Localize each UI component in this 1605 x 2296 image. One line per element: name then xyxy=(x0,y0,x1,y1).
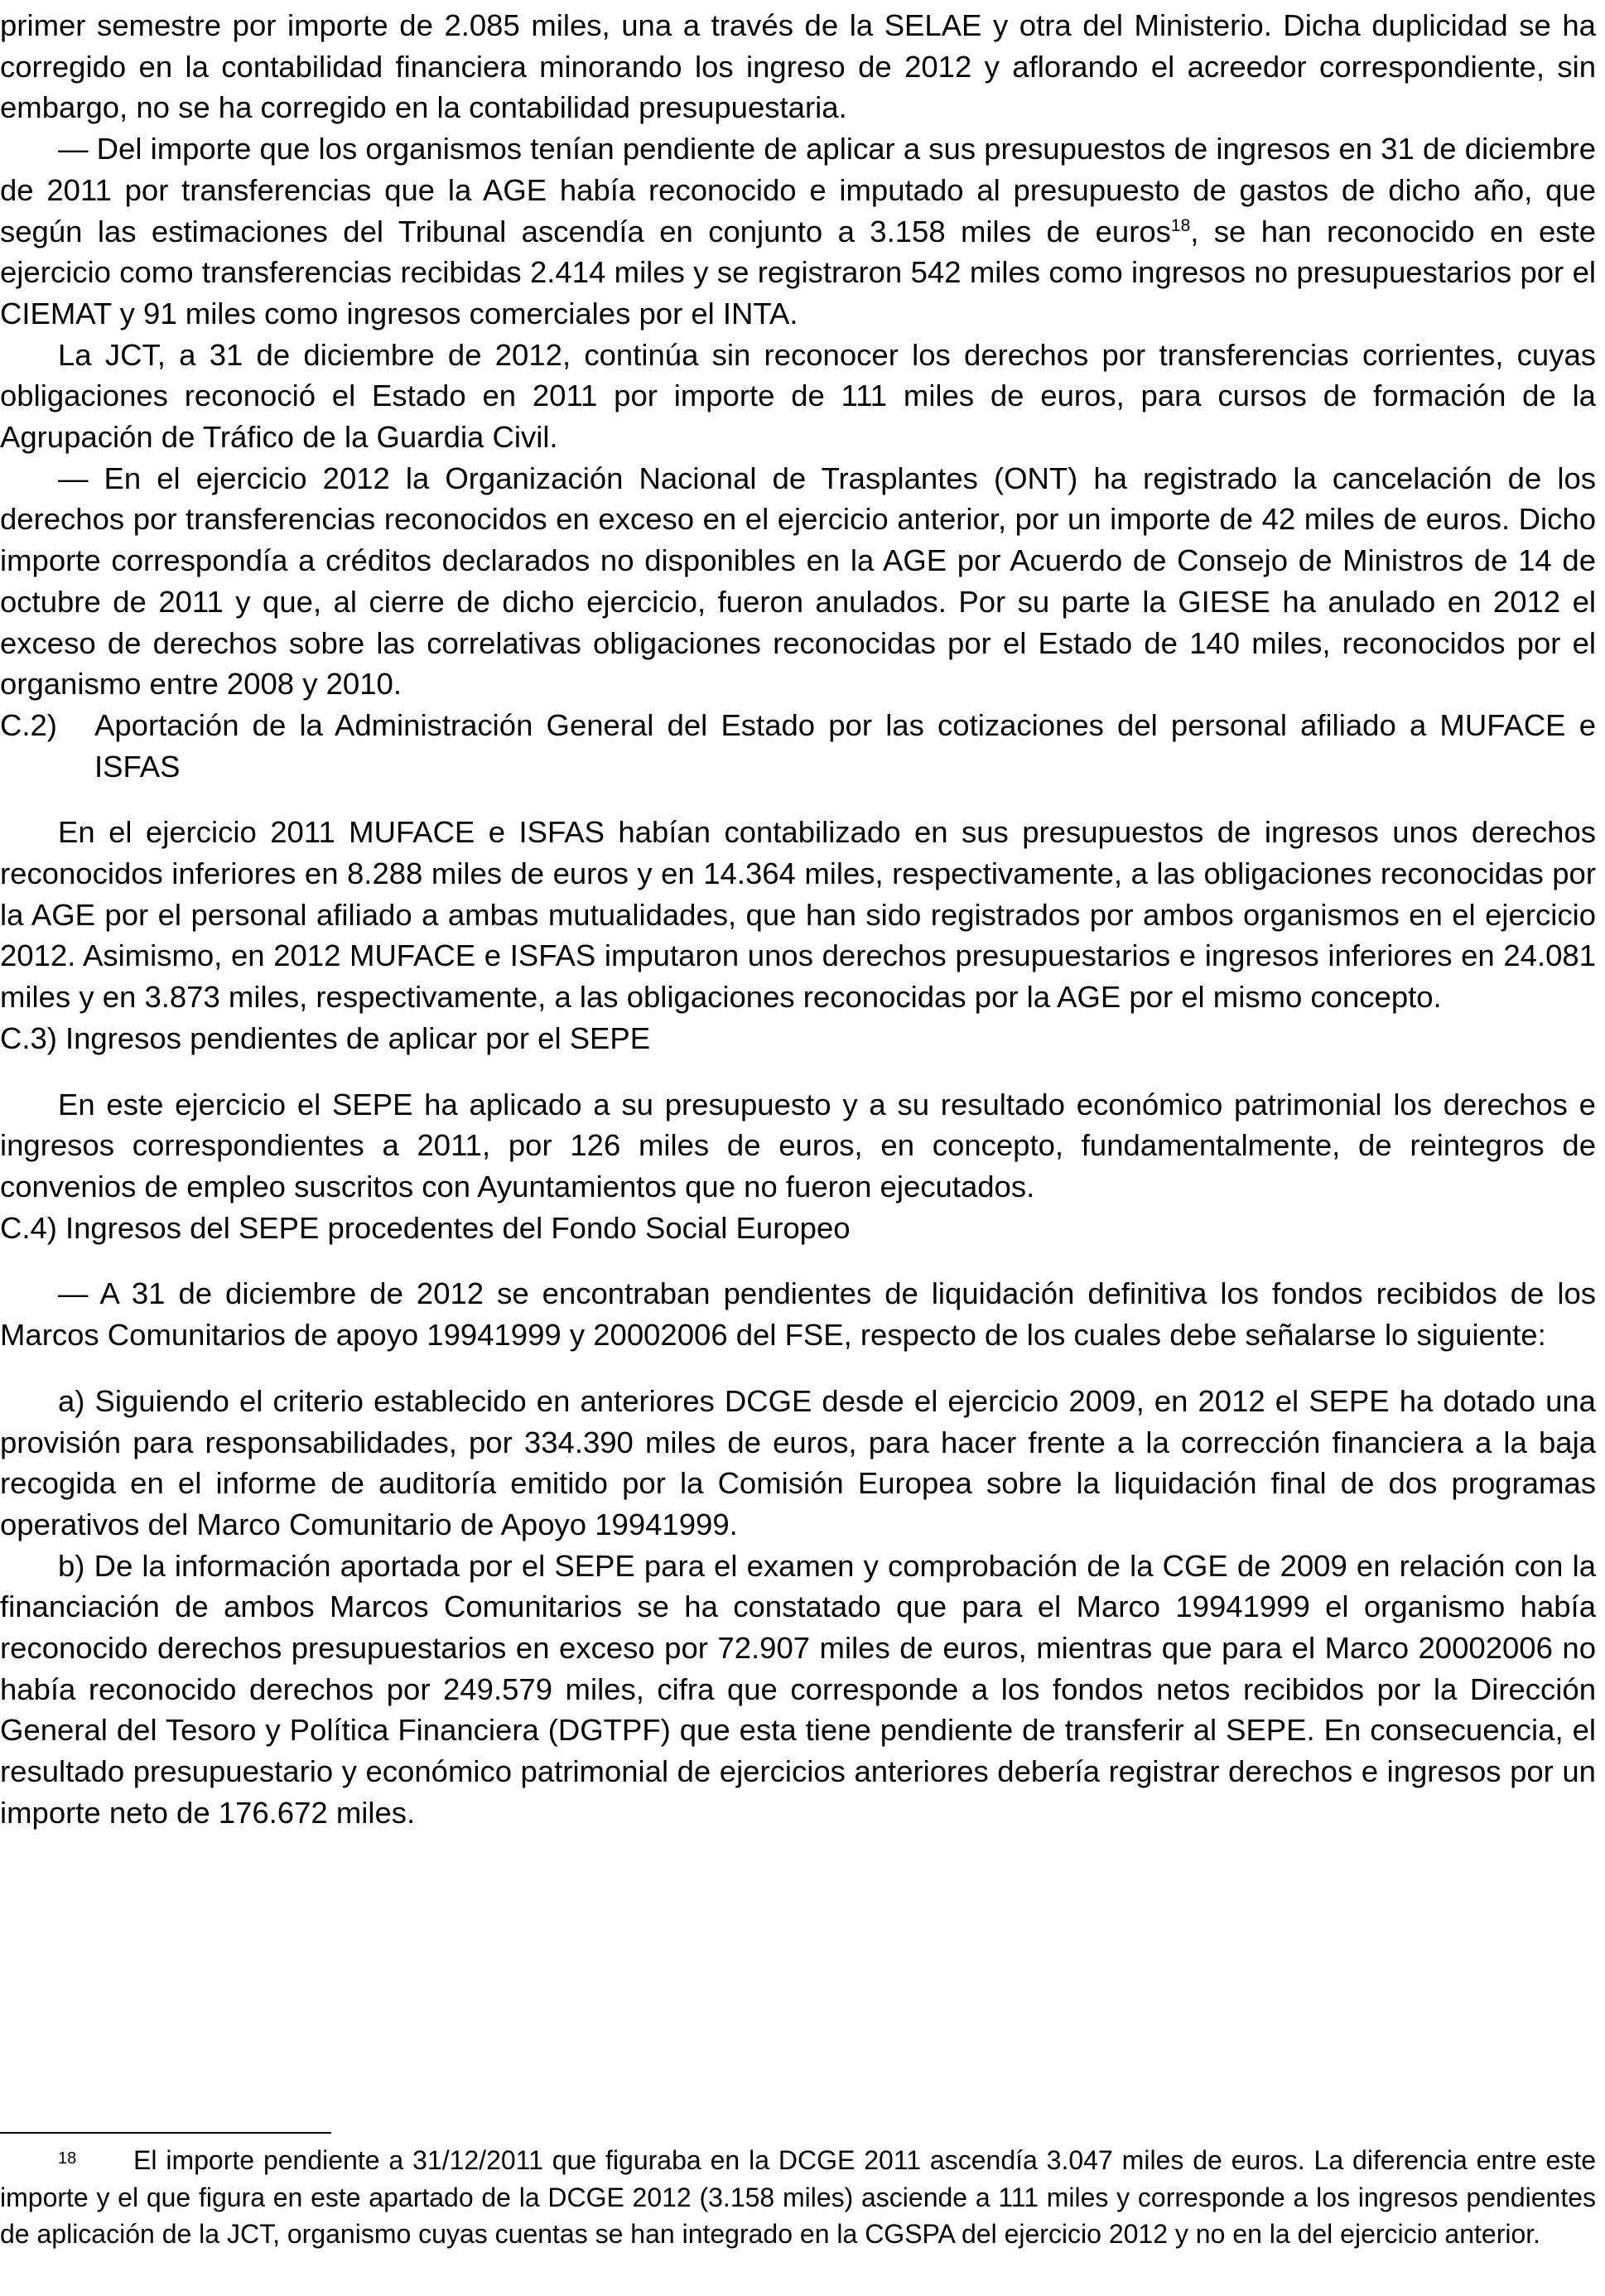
paragraph-text: — Del importe que los organismos tenían pendiente de aplicar a sus presupuestos de ingresos en 31 de diciembre de 2011 por transferencias que la AGE había reconocido e imputado al presupuesto de gastos de dicho año, que según las estimaciones del Tribunal ascendía en conjunto a 3.158 miles de euros xyxy=(0,132,1596,248)
paragraph-muface-isfas: En el ejercicio 2011 MUFACE e ISFAS habían contabilizado en sus presupuestos de ingresos unos derechos reconocidos inferiores en 8.288 miles de euros y en 14.364 miles, respectivamente, a las obligaciones reconocidas por la AGE por el personal afiliado a ambas mutualidades, que han sido registrados por ambos organismos en el ejercicio 2012. Asimismo, en 2012 MUFACE e ISFAS imputaron unos derechos presupuestarios e ingresos inferiores en 24.081 miles y en 3.873 miles, respectivamente, a las obligaciones reconocidas por la AGE por el mismo concepto. xyxy=(0,815,1596,1015)
footnote xyxy=(0,2142,1596,2253)
section-number: C.4) xyxy=(0,1210,57,1245)
section-title: Ingresos del SEPE procedentes del Fondo Social Europeo xyxy=(65,1210,851,1245)
section-title: Aportación de la Administración General del Estado por las cotizaciones del personal afiliado a MUFACE e ISFAS xyxy=(94,707,1596,784)
paragraph-fse-pendientes: — A 31 de diciembre de 2012 se encontraban pendientes de liquidación definitiva los fondos recibidos de los Marcos Comunitarios de apoyo 19941999 y 20002006 del FSE, respecto de los cuales debe señalarse lo siguiente: xyxy=(0,1276,1596,1353)
paragraph-jct: La JCT, a 31 de diciembre de 2012, continúa sin reconocer los derechos por transferencias corrientes, cuyas obligaciones reconoció el Estado en 2011 por importe de 111 miles de euros, para cursos de formación de la Agrupación de Tráfico de la Guardia Civil. xyxy=(0,337,1596,455)
paragraph-marcos-comunitarios: b) De la información aportada por el SEPE para el examen y comprobación de la CGE de 2009 en relación con la financiación de ambos Marcos Comunitarios se ha constatado que para el Marco 19941999 el organismo había reconocido derechos presupuestarios en exceso por 72.907 miles de euros, mientras que para el Marco 20002006 no había reconocido derechos por 249.579 miles, cifra que corresponde a los fondos netos recibidos por la Dirección General del Tesoro y Política Financiera (DGTPF) que esta tiene pendiente de transferir al SEPE. En consecuencia, el resultado presupuestario y económico patrimonial de ejercicios anteriores debería registrar derechos e ingresos por un importe neto de 176.672 miles. xyxy=(0,1548,1596,1830)
section-number: C.2) xyxy=(0,707,57,742)
section-heading-c3 xyxy=(0,1018,1596,1059)
footnote-number: 18 xyxy=(58,2149,77,2168)
paragraph-duplicidad: primer semestre por importe de 2.085 miles, una a través de la SELAE y otra del Ministerio. Dicha duplicidad se ha corregido en la contabilidad financiera minorando los ingreso de 2012 y aflorando el acreedor correspondiente, sin embargo, no se ha corregido en la contabilidad presupuestaria. xyxy=(0,8,1596,125)
footnote-text: El importe pendiente a 31/12/2011 que figuraba en la DCGE 2011 ascendía 3.047 miles de euros. La diferencia entre este importe y el que figura en este apartado de la DCGE 2012 (3.158 miles) asciende a 111 miles y corresponde a los ingresos pendientes de aplicación de la JCT, organismo cuyas cuentas se han integrado en la CGSPA del ejercicio 2012 y no en la del ejercicio anterior. xyxy=(0,2145,1596,2249)
paragraph-text: , se han reconocido en este ejercicio como transferencias recibidas 2.414 miles y se registraron 542 miles como ingresos no presupuestarios por el CIEMAT y 91 miles como ingresos comerciales por el INTA. xyxy=(0,214,1596,330)
section-heading-c2 xyxy=(0,705,1596,787)
section-number: C.3) xyxy=(0,1020,57,1055)
paragraph-provision: a) Siguiendo el criterio establecido en anteriores DCGE desde el ejercicio 2009, en 2012 el SEPE ha dotado una provisión para responsabilidades, por 334.390 miles de euros, para hacer frente a la corrección financiera a la baja recogida en el informe de auditoría emitido por la Comisión Europea sobre la liquidación final de dos programas operativos del Marco Comunitario de Apoyo 19941999. xyxy=(0,1383,1596,1541)
paragraph-transferencias-pendientes xyxy=(0,128,1596,335)
paragraph-sepe-aplicado: En este ejercicio el SEPE ha aplicado a su presupuesto y a su resultado económico patrimonial los derechos e ingresos correspondientes a 2011, por 126 miles de euros, en concepto, fundamentalmente, de reintegros de convenios de empleo suscritos con Ayuntamientos que no fueron ejecutados. xyxy=(0,1087,1596,1203)
section-title: Ingresos pendientes de aplicar por el SEPE xyxy=(65,1020,651,1055)
section-heading-c4 xyxy=(0,1208,1596,1249)
paragraph-ont: — En el ejercicio 2012 la Organización Nacional de Trasplantes (ONT) ha registrado la cancelación de los derechos por transferencias reconocidos en exceso en el ejercicio anterior, por un importe de 42 miles de euros. Dicho importe correspondía a créditos declarados no disponibles en la AGE por Acuerdo de Consejo de Ministros de 14 de octubre de 2011 y que, al cierre de dicho ejercicio, fueron anulados. Por su parte la GIESE ha anulado en 2012 el exceso de derechos sobre las correlativas obligaciones reconocidas por el Estado de 140 miles, reconocidos por el organismo entre 2008 y 2010. xyxy=(0,461,1596,702)
footnote-reference[interactable]: 18 xyxy=(1170,215,1191,235)
footnote-separator xyxy=(0,2132,331,2134)
